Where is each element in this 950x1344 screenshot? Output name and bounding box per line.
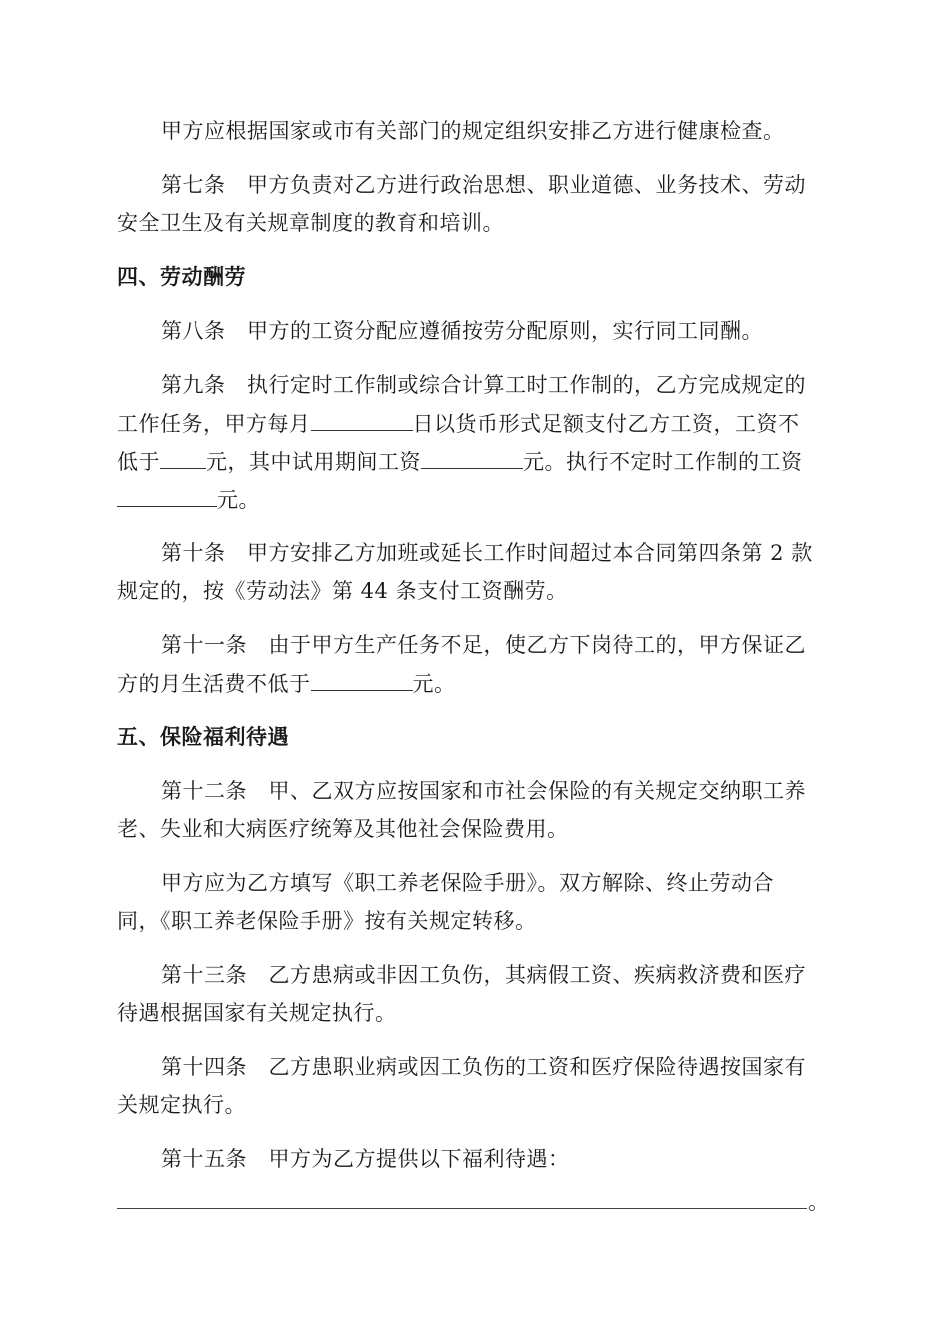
min-wage-blank — [160, 446, 206, 469]
article-9-text-c: 低于 — [117, 450, 160, 474]
article-13-line-2: 待遇根据国家有关规定执行。 — [117, 1001, 397, 1025]
section-heading-insurance-benefits: 五、保险福利待遇 — [117, 725, 289, 749]
article-9-text-e: 元。执行不定时工作制的工资 — [523, 450, 803, 474]
article-14-line-1: 第十四条 乙方患职业病或因工负伤的工资和医疗保险待遇按国家有 — [161, 1055, 806, 1079]
article-7-line-1: 第七条 甲方负责对乙方进行政治思想、职业道德、业务技术、劳动 — [161, 173, 806, 197]
article-15-line-1: 第十五条 甲方为乙方提供以下福利待遇： — [161, 1147, 570, 1171]
article-11-text-a: 方的月生活费不低于 — [117, 672, 311, 696]
article-11-text-b: 元。 — [412, 672, 456, 696]
flexible-wage-blank — [117, 484, 217, 507]
article-10-line-2: 规定的，按《劳动法》第 44 条支付工资酬劳。 — [117, 579, 568, 603]
article-9-line-1: 第九条 执行定时工作制或综合计算工时工作制的，乙方完成规定的 — [161, 373, 806, 397]
benefits-fill-in-blank — [117, 1208, 807, 1209]
section-heading-labor-pay: 四、劳动酬劳 — [117, 265, 246, 289]
article-9-text-f: 元。 — [217, 488, 260, 512]
article-9-line-4 — [117, 484, 260, 515]
article-9-line-3 — [117, 446, 803, 477]
monthly-pay-day-blank — [311, 408, 413, 431]
article-15-end-mark: 。 — [808, 1190, 829, 1214]
probation-wage-blank — [421, 446, 523, 469]
article-11-line-1: 第十一条 由于甲方生产任务不足，使乙方下岗待工的，甲方保证乙 — [161, 633, 806, 657]
article-9-text-a: 工作任务，甲方每月 — [117, 412, 311, 436]
article-10-line-1: 第十条 甲方安排乙方加班或延长工作时间超过本合同第四条第 2 款 — [161, 541, 813, 565]
paragraph-health-check: 甲方应根据国家或市有关部门的规定组织安排乙方进行健康检查。 — [161, 119, 785, 143]
article-14-line-2: 关规定执行。 — [117, 1093, 246, 1117]
article-13-line-1: 第十三条 乙方患病或非因工负伤，其病假工资、疾病救济费和医疗 — [161, 963, 806, 987]
living-allowance-blank — [311, 668, 413, 691]
article-7-line-2: 安全卫生及有关规章制度的教育和培训。 — [117, 211, 504, 235]
article-9-text-d: 元，其中试用期间工资 — [206, 450, 421, 474]
article-12-line-2: 老、失业和大病医疗统筹及其他社会保险费用。 — [117, 817, 569, 841]
article-9-line-2 — [117, 408, 800, 439]
article-8: 第八条 甲方的工资分配应遵循按劳分配原则，实行同工同酬。 — [161, 319, 763, 343]
article-9-text-b: 日以货币形式足额支付乙方工资，工资不 — [412, 412, 800, 436]
pension-handbook-line-1: 甲方应为乙方填写《职工养老保险手册》。双方解除、终止劳动合 — [161, 871, 774, 895]
pension-handbook-line-2: 同，《职工养老保险手册》按有关规定转移。 — [117, 909, 537, 933]
article-11-line-2 — [117, 668, 456, 699]
article-12-line-1: 第十二条 甲、乙双方应按国家和市社会保险的有关规定交纳职工养 — [161, 779, 806, 803]
